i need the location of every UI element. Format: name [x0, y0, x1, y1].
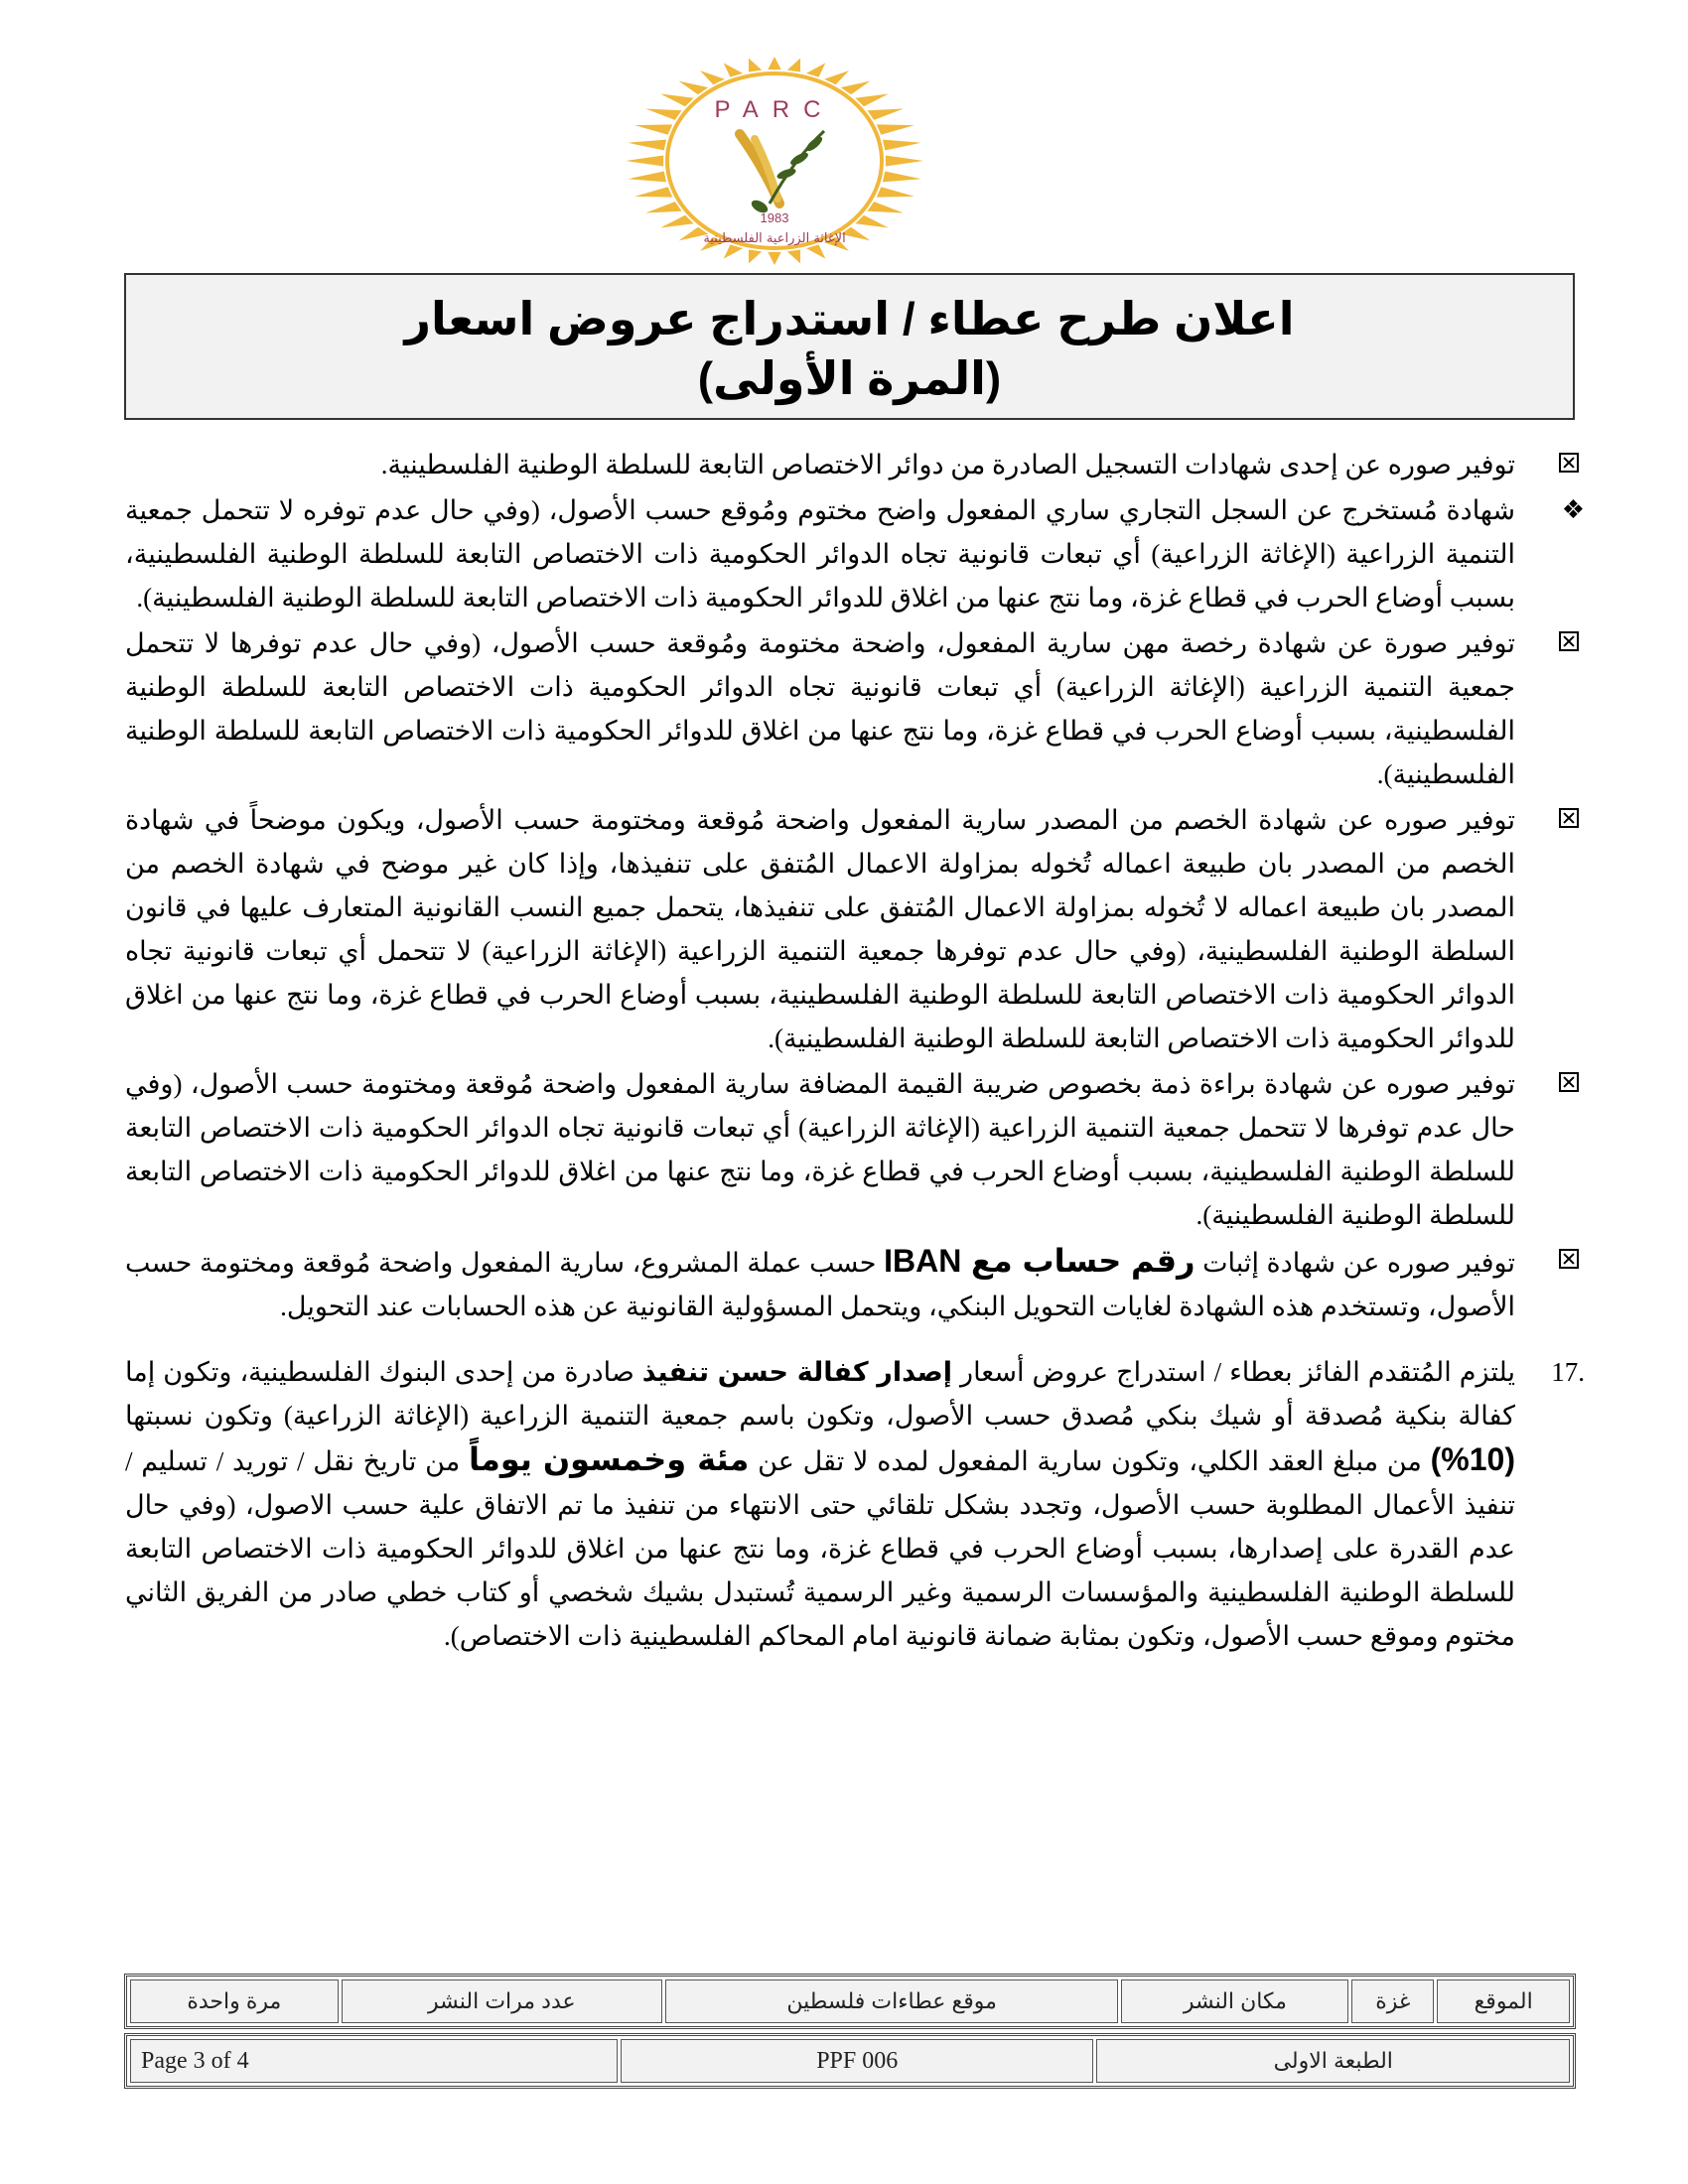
sun-ray — [626, 155, 663, 166]
sun-ray — [749, 59, 762, 72]
list-item — [125, 488, 1585, 619]
clause-17 — [125, 1350, 1585, 1658]
sun-ray — [634, 124, 672, 134]
svg-text:PARC: PARC — [714, 96, 835, 123]
item-text: توفير صوره عن إحدى شهادات التسجيل الصادرة من دوائر الاختصاص التابعة للسلطة الوطنية الفلسطينية. — [380, 450, 1515, 479]
sun-ray — [841, 81, 871, 95]
item-text: شهادة مُستخرج عن السجل التجاري ساري المفعول واضح مختوم ومُوقع حسب الأصول، (وفي حال عدم توفره لا تتحمل جمعية التنمية الزراعية (الإغاثة الزراعية) أي تبعات قانونية تجاه الدوائر الحكومية ذات الاختصاص التابعة للسلطة الوطنية الفلسطينية، بسبب أوضاع الحرب في قطاع غزة، وما نتج عنها من اغلاق للدوائر الحكومية ذات الاختصاص التابعة للسلطة الوطنية الفلسطينية). — [125, 495, 1516, 613]
sun-ray — [877, 187, 914, 197]
sun-ray — [886, 155, 923, 166]
item-text: حسب عملة المشروع، سارية المفعول واضحة مُوقعة ومختومة حسب الأصول، وتستخدم هذه الشهادة لغايات التحويل البنكي، ويتحمل المسؤولية القانونية عن هذه الحسابات عند التحويل. — [125, 1248, 1515, 1321]
sun-ray — [645, 109, 681, 120]
checkbox-x-icon — [1559, 1072, 1579, 1092]
page-number: Page 3 of 4 — [130, 2039, 618, 2083]
location-label: الموقع — [1437, 1979, 1570, 2023]
item-text: توفير صوره عن شهادة إثبات — [1195, 1248, 1516, 1278]
sun-ray — [787, 59, 800, 72]
list-item — [125, 798, 1515, 1060]
clause-text: من تاريخ نقل / توريد / تسليم / تنفيذ الأعمال المطلوبة حسب الأصول، وتجدد بشكل تلقائي حتى الانتهاء من تنفيذ ما تم الاتفاق علية حسب الاصول، (وفي حال عدم القدرة على إصدارها، بسبب أوضاع الحرب في قطاع غزة، وما نتج عنها من اغلاق للدوائر الحكومية ذات الاختصاص التابعة للسلطة الوطنية الفلسطينية والمؤسسات الرسمية وغير الرسمية تُستبدل بشيك شخصي أو كتاب خطي صادر من الفريق الثاني مختوم وموقع حسب الأصول، وتكون بمثابة ضمانة قانونية امام المحاكم الفلسطينية ذات الاختصاص). — [125, 1446, 1515, 1651]
duration-emphasis: مئة وخمسون يوماً — [468, 1441, 750, 1477]
sun-ray — [724, 63, 743, 76]
sun-ray — [628, 140, 666, 151]
sun-ray — [679, 81, 709, 95]
edition: الطبعة الاولى — [1096, 2039, 1570, 2083]
guarantee-emphasis: إصدار كفالة حسن تنفيذ — [641, 1357, 953, 1387]
sun-ray — [749, 249, 762, 263]
sun-ray — [867, 109, 903, 120]
iban-emphasis: رقم حساب مع IBAN — [884, 1243, 1196, 1279]
page-title: اعلان طرح عطاء / استدراج عروض اسعار — [404, 293, 1295, 344]
sun-ray — [768, 57, 780, 69]
publish-place-label: مكان النشر — [1121, 1979, 1348, 2023]
sun-ray — [768, 252, 780, 265]
requirements-list — [125, 443, 1585, 1660]
sun-ray — [883, 140, 921, 151]
sun-ray — [660, 94, 694, 107]
sun-ray — [877, 124, 914, 134]
sun-ray — [824, 70, 849, 84]
diamond-bullet-icon: ❖ — [1561, 495, 1585, 524]
item-text: توفير صورة عن شهادة رخصة مهن سارية المفعول، واضحة مختومة ومُوقعة حسب الأصول، (وفي حال عدم توفرها لا تتحمل جمعية التنمية الزراعية (الإغاثة الزراعية) أي تبعات قانونية تجاه الدوائر الحكومية ذات الاختصاص التابعة للسلطة الوطنية الفلسطينية، بسبب أوضاع الحرب في قطاع غزة، وما نتج عنها من اغلاق للدوائر الحكومية ذات الاختصاص التابعة للسلطة الوطنية الفلسطينية). — [125, 628, 1515, 789]
sun-ray — [787, 249, 800, 263]
checkbox-x-icon — [1559, 631, 1579, 651]
sun-ray — [700, 70, 725, 84]
sun-ray — [634, 187, 672, 197]
location-value: غزة — [1351, 1979, 1434, 2023]
clause-number: 17. — [1551, 1357, 1585, 1387]
document-code: PPF 006 — [621, 2039, 1094, 2083]
sun-ray — [724, 244, 743, 258]
checkbox-x-icon — [1559, 1249, 1579, 1269]
publish-count-label: عدد مرات النشر — [342, 1979, 662, 2023]
document-footer-table — [124, 2033, 1576, 2089]
sun-ray — [855, 94, 889, 107]
sun-ray — [883, 172, 921, 183]
sun-ray — [806, 244, 825, 258]
page-subtitle: (المرة الأولى) — [697, 352, 1002, 404]
list-item — [125, 1062, 1515, 1237]
sun-ray — [645, 202, 681, 212]
sun-ray — [628, 172, 666, 183]
item-text: توفير صوره عن شهادة براءة ذمة بخصوص ضريبة القيمة المضافة سارية المفعول واضحة مُوقعة ومختومة حسب الأصول، (وفي حال عدم توفرها لا تتحمل جمعية التنمية الزراعية (الإغاثة الزراعية) أي تبعات قانونية تجاه الدوائر الحكومية ذات الاختصاص التابعة للسلطة الوطنية الفلسطينية، بسبب أوضاع الحرب في قطاع غزة، وما نتج عنها من اغلاق للدوائر الحكومية ذات الاختصاص التابعة للسلطة الوطنية الفلسطينية). — [125, 1069, 1515, 1230]
item-text: توفير صوره عن شهادة الخصم من المصدر سارية المفعول واضحة مُوقعة ومختومة حسب الأصول، ويكون موضحاً في شهادة الخصم من المصدر بان طبيعة اعماله تُخوله بمزاولة الاعمال المُتفق على تنفيذها، وإذا كان غير موضح في شهادة الخصم من المصدر بان طبيعة اعماله لا تُخوله بمزاولة الاعمال المُتفق على تنفيذها، يتحمل جميع النسب القانونية المتعارف عليها في قانون السلطة الوطنية الفلسطينية، (وفي حال عدم توفرها جمعية التنمية الزراعية (الإغاثة الزراعية) لا تتحمل أي تبعات قانونية تجاه الدوائر الحكومية ذات الاختصاص التابعة للسلطة الوطنية الفلسطينية، بسبب أوضاع الحرب في قطاع غزة، وما نتج عنها من اغلاق للدوائر الحكومية ذات الاختصاص التابعة للسلطة الوطنية الفلسطينية). — [125, 805, 1515, 1053]
parc-logo — [616, 40, 933, 268]
list-item — [125, 443, 1515, 486]
list-item — [125, 1239, 1515, 1328]
percentage-emphasis: (10%) — [1430, 1441, 1515, 1477]
announcement-title-box — [124, 273, 1575, 420]
sun-ray — [806, 63, 825, 76]
checkbox-x-icon — [1559, 808, 1579, 828]
svg-text:1983: 1983 — [760, 210, 789, 225]
publish-count-value: مرة واحدة — [130, 1979, 339, 2023]
list-item — [125, 621, 1515, 796]
svg-text:الإغاثة الزراعية الفلسطينية: الإغاثة الزراعية الفلسطينية — [703, 231, 846, 246]
sun-ray — [855, 215, 889, 228]
clause-text: يلتزم المُتقدم الفائز بعطاء / استدراج عروض أسعار — [952, 1357, 1515, 1387]
clause-text: صادرة من إحدى البنوك الفلسطينية، وتكون إما كفالة بنكية مُصدقة أو شيك بنكي مُصدق حسب الأصول، وتكون باسم جمعية التنمية الزراعية (الإغاثة الزراعية) وتكون نسبتها — [125, 1357, 1515, 1431]
publish-place-value: موقع عطاءات فلسطين — [665, 1979, 1118, 2023]
checkbox-x-icon — [1559, 453, 1579, 473]
sun-ray — [867, 202, 903, 212]
clause-text: من مبلغ العقد الكلي، وتكون سارية المفعول لمده لا تقل عن — [749, 1446, 1431, 1476]
sun-ray — [660, 215, 694, 228]
publication-info-table — [124, 1974, 1576, 2029]
